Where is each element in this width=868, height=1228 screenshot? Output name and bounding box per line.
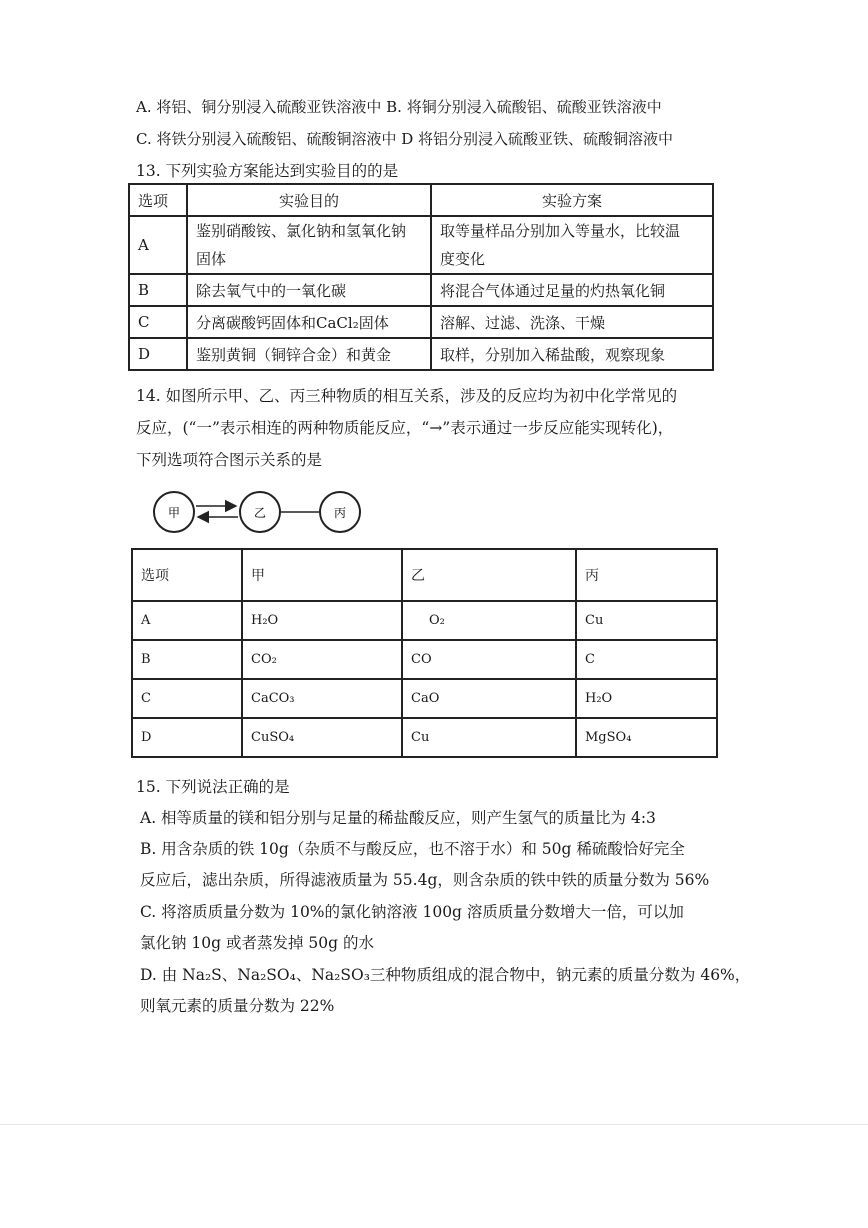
q12-option-cd: C. 将铁分别浸入硫酸铝、硫酸铜溶液中 D 将铝分别浸入硫酸亚铁、硫酸铜溶液中	[136, 130, 674, 148]
header-option: 选项	[129, 184, 187, 216]
table-header-row	[132, 549, 717, 601]
table-row	[132, 601, 717, 640]
cell-option: A	[132, 601, 242, 640]
q15-option-c-line-1: C. 将溶质质量分数为 10%的氯化钠溶液 100g 溶质质量分数增大一倍，可以加	[140, 903, 684, 921]
table-header-row	[129, 184, 713, 216]
row-purpose: 鉴别黄铜（铜锌合金）和黄金	[187, 338, 431, 370]
cell-jia: H₂O	[242, 601, 402, 640]
q14-line-2: 反应，(“一”表示相连的两种物质能反应，“→”表示通过一步反应能实现转化)，	[136, 419, 674, 437]
table-row	[132, 718, 717, 757]
q15-option-a: A. 相等质量的镁和铝分别与足量的稀盐酸反应，则产生氢气的质量比为 4:3	[140, 809, 656, 827]
row-plan: 溶解、过滤、洗涤、干燥	[431, 306, 713, 338]
row-purpose-line: 固体	[196, 250, 227, 268]
row-purpose	[187, 216, 431, 274]
table-row	[129, 216, 713, 274]
q15-option-b-line-2: 反应后，滤出杂质，所得滤液质量为 55.4g，则含杂质的铁中铁的质量分数为 56%	[140, 871, 710, 889]
q15-option-b-line-1: B. 用含杂质的铁 10g（杂质不与酸反应，也不溶于水）和 50g 稀硫酸恰好完全	[140, 840, 685, 858]
cell-jia: CaCO₃	[242, 679, 402, 718]
q13-title: 13. 下列实验方案能达到实验目的的是	[136, 162, 399, 180]
table-row	[129, 274, 713, 306]
row-purpose-line: 鉴别硝酸铵、氯化钠和氢氧化钠	[196, 222, 407, 240]
cell-option: C	[132, 679, 242, 718]
q12-option-ab: A. 将铝、铜分别浸入硫酸亚铁溶液中 B. 将铜分别浸入硫酸铝、硫酸亚铁溶液中	[136, 98, 662, 116]
table-row	[129, 338, 713, 370]
q15-title: 15. 下列说法正确的是	[136, 778, 290, 796]
row-option: C	[129, 306, 187, 338]
table-row	[129, 306, 713, 338]
row-plan: 取样，分别加入稀盐酸，观察现象	[431, 338, 713, 370]
cell-bing: H₂O	[576, 679, 717, 718]
q13-table	[128, 183, 714, 371]
node-bing-label: 丙	[333, 506, 347, 520]
q14-line-1: 14. 如图所示甲、乙、丙三种物质的相互关系，涉及的反应均为初中化学常见的	[136, 387, 678, 405]
header-yi: 乙	[402, 549, 576, 601]
table-row	[132, 679, 717, 718]
page-divider	[0, 1124, 868, 1125]
row-purpose: 除去氧气中的一氧化碳	[187, 274, 431, 306]
cell-yi: CO	[402, 640, 576, 679]
header-jia: 甲	[242, 549, 402, 601]
cell-bing: Cu	[576, 601, 717, 640]
cell-bing: C	[576, 640, 717, 679]
q15-option-d-line-2: 则氧元素的质量分数为 22%	[140, 997, 335, 1015]
relation-diagram	[150, 486, 370, 538]
header-bing: 丙	[576, 549, 717, 601]
q15-option-c-line-2: 氯化钠 10g 或者蒸发掉 50g 的水	[140, 934, 374, 952]
cell-yi: Cu	[402, 718, 576, 757]
q14-table	[131, 548, 718, 758]
cell-option: D	[132, 718, 242, 757]
cell-yi: CaO	[402, 679, 576, 718]
row-plan-line: 取等量样品分别加入等量水，比较温	[440, 222, 681, 240]
row-plan	[431, 216, 713, 274]
node-jia-label: 甲	[167, 506, 181, 520]
header-plan: 实验方案	[431, 184, 713, 216]
header-option: 选项	[132, 549, 242, 601]
row-plan: 将混合气体通过足量的灼热氧化铜	[431, 274, 713, 306]
table-row	[132, 640, 717, 679]
cell-option: B	[132, 640, 242, 679]
row-option: B	[129, 274, 187, 306]
row-purpose: 分离碳酸钙固体和CaCl₂固体	[187, 306, 431, 338]
row-option: A	[129, 216, 187, 274]
cell-jia: CuSO₄	[242, 718, 402, 757]
row-option: D	[129, 338, 187, 370]
node-yi-label: 乙	[253, 506, 267, 520]
cell-yi: O₂	[402, 601, 576, 640]
cell-jia: CO₂	[242, 640, 402, 679]
q15-option-d-line-1: D. 由 Na₂S、Na₂SO₄、Na₂SO₃三种物质组成的混合物中，钠元素的质量分数为 46%，	[140, 966, 751, 984]
cell-bing: MgSO₄	[576, 718, 717, 757]
row-plan-line: 度变化	[440, 250, 486, 268]
header-purpose: 实验目的	[187, 184, 431, 216]
q14-line-3: 下列选项符合图示关系的是	[136, 451, 323, 469]
